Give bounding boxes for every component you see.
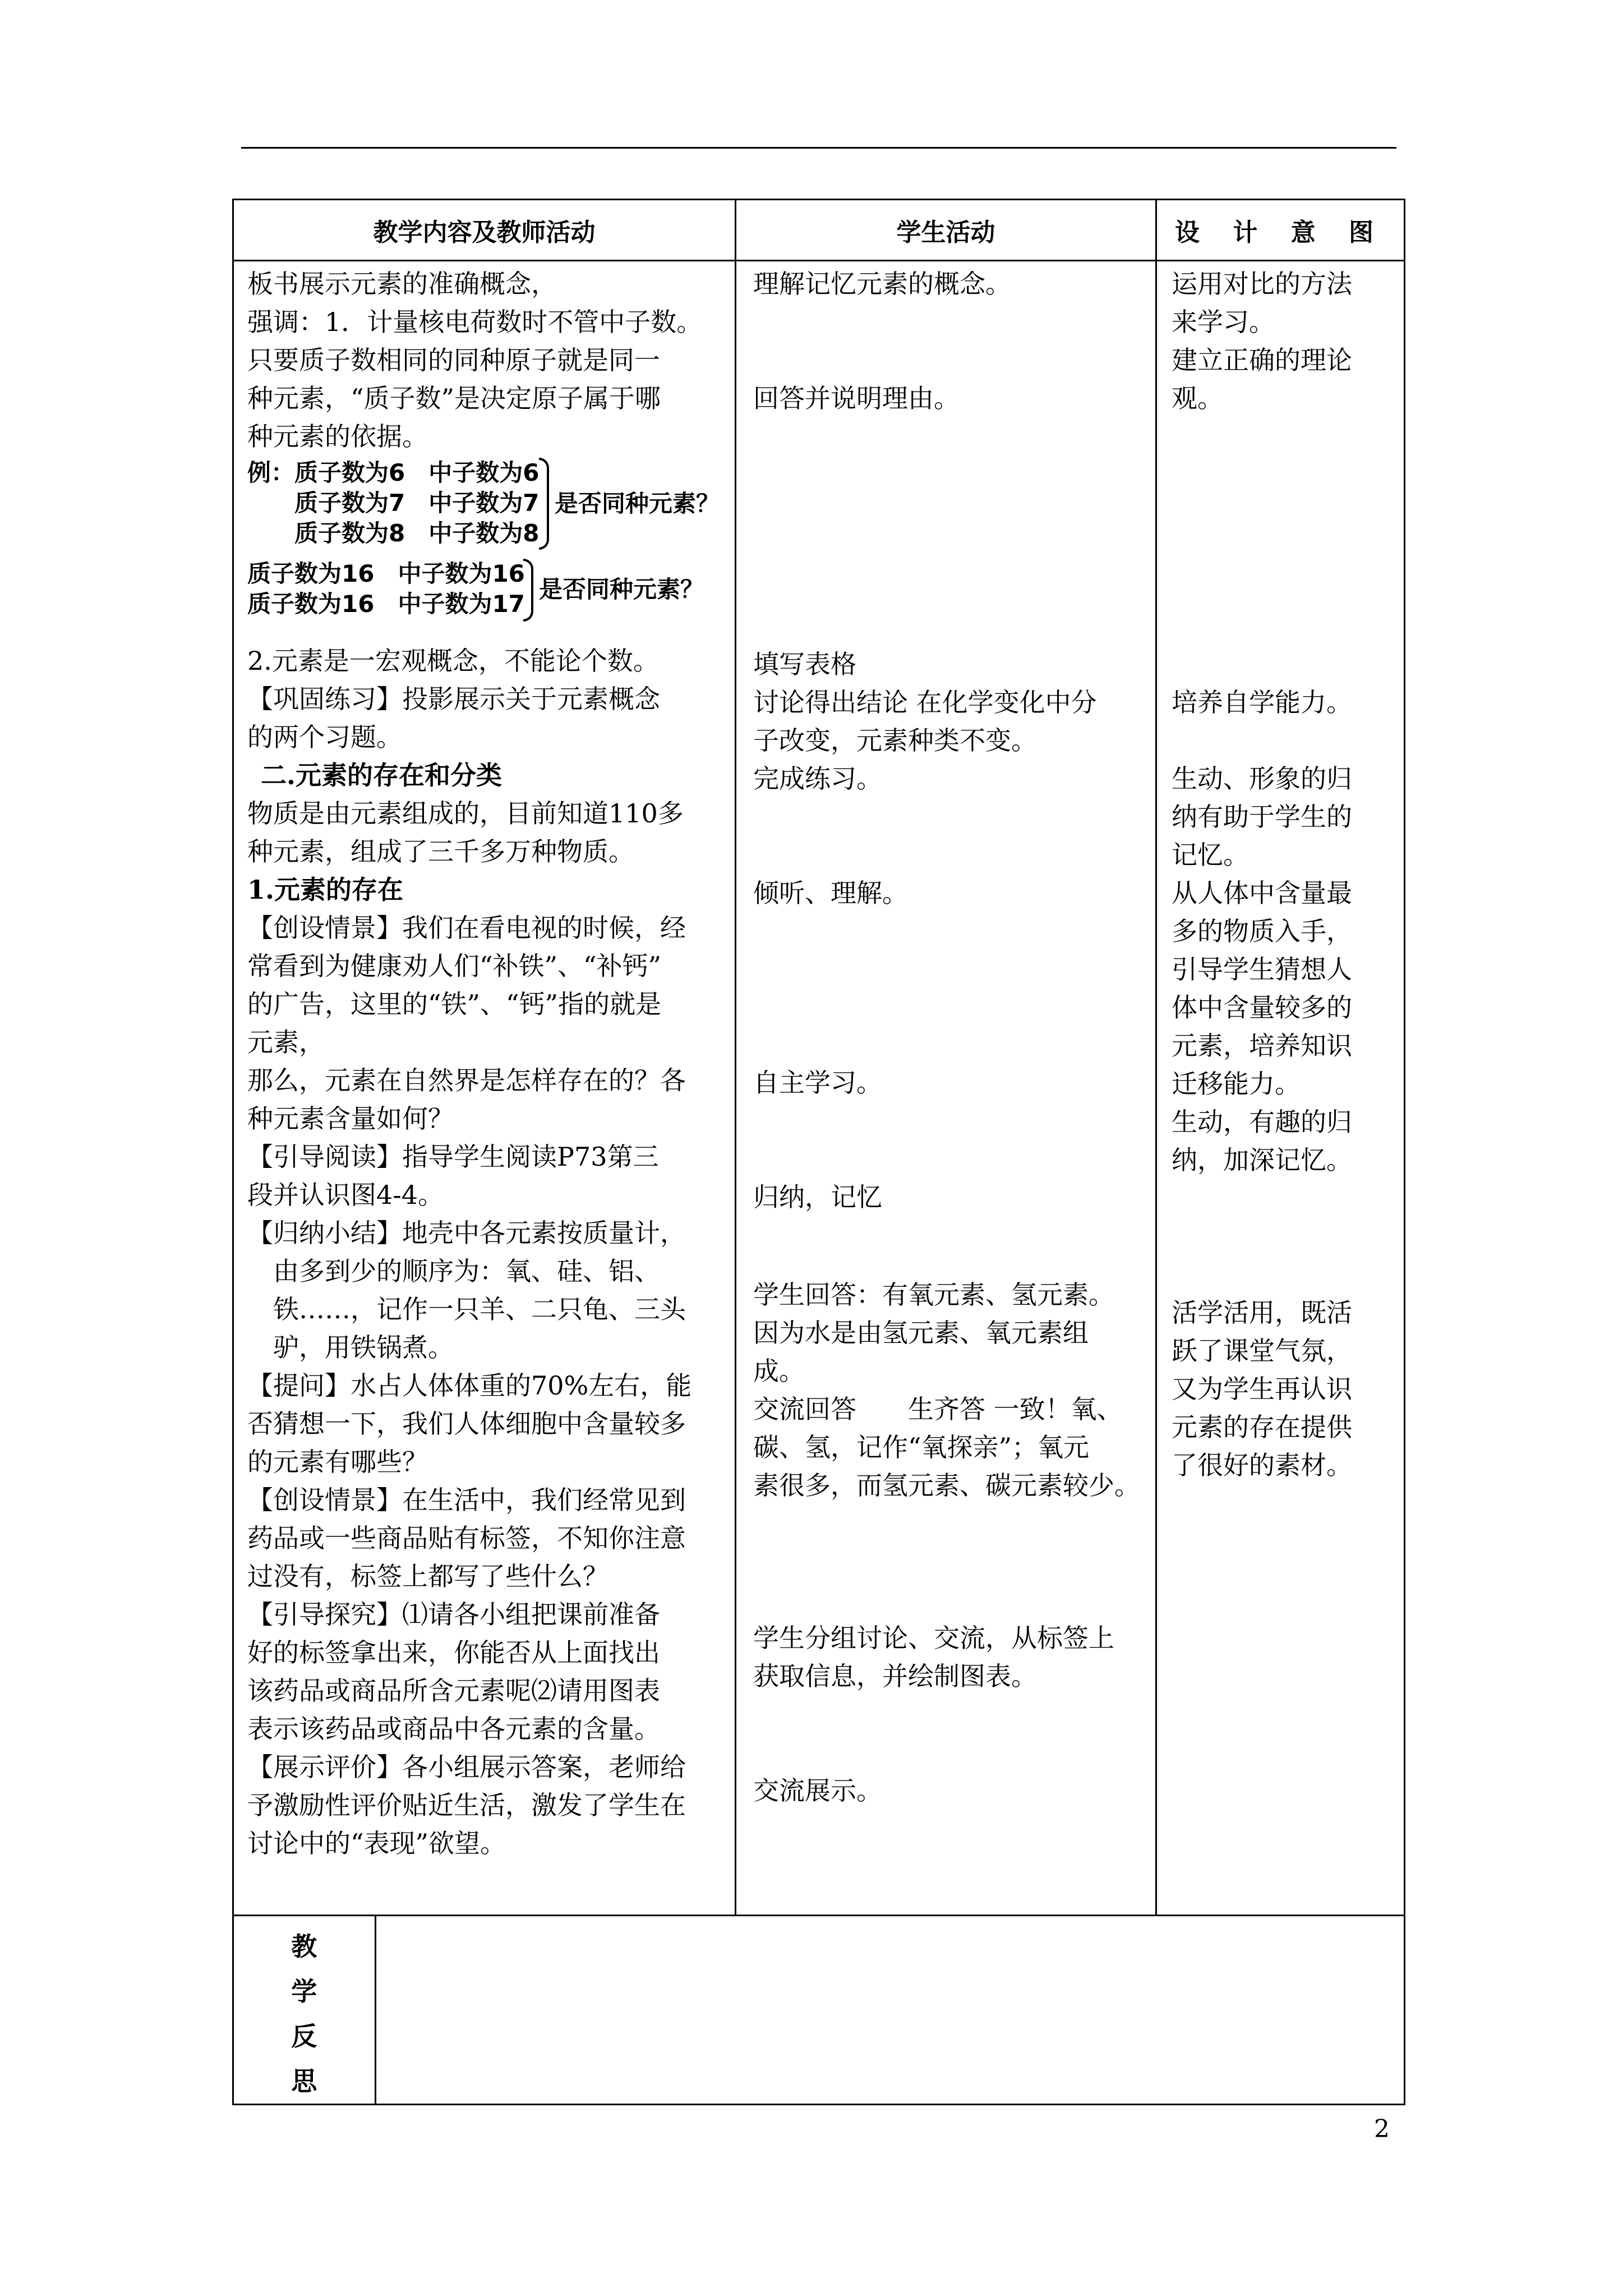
- text-line: 予激励性评价贴近生活，激发了学生在: [247, 1790, 686, 1820]
- text-line: 【创设情景】在生活中，我们经常见到: [247, 1485, 686, 1515]
- text-line: 学生回答：有氧元素、氢元素。: [753, 1280, 1114, 1310]
- text-line: 理解记忆元素的概念。: [753, 269, 1011, 299]
- brace-shape: [523, 559, 533, 622]
- text-line: 驴，用铁锅煮。: [247, 1332, 454, 1363]
- text-line: 完成练习。: [753, 763, 882, 794]
- text-line: 元素的存在提供: [1172, 1412, 1352, 1442]
- section-heading: 二.元素的存在和分类: [261, 760, 502, 790]
- text-line: 体中含量较多的: [1172, 992, 1352, 1023]
- example-row: 质子数为7 中子数为7: [247, 489, 540, 517]
- design-column: [1156, 261, 1405, 1916]
- text-line: 交流回答 生齐答 一致！氧、: [753, 1394, 1123, 1424]
- text-line: 又为学生再认识: [1172, 1374, 1352, 1404]
- text-line: 元素，: [247, 1027, 325, 1057]
- text-line: 种元素，组成了三千多万种物质。: [247, 836, 634, 867]
- text-line: 了很好的素材。: [1172, 1450, 1352, 1480]
- text-line: 生动，有趣的归: [1172, 1107, 1352, 1137]
- text-line: 引导学生猜想人: [1172, 954, 1352, 984]
- text-line: 迁移能力。: [1172, 1069, 1301, 1099]
- reflection-char: 教: [291, 1931, 317, 1962]
- text-line: 活学活用，既活: [1172, 1297, 1352, 1328]
- text-line: 归纳，记忆: [753, 1182, 882, 1212]
- text-line: 的广告，这里的“铁”、“钙”指的就是: [247, 989, 662, 1019]
- reflection-char: 反: [291, 2021, 317, 2051]
- text-line: 【巩固练习】投影展示关于元素概念: [247, 684, 660, 714]
- text-line: 元素，培养知识: [1172, 1030, 1352, 1061]
- text-line: 那么，元素在自然界是怎样存在的？各: [247, 1065, 686, 1096]
- text-line: 记忆。: [1172, 840, 1249, 870]
- text-line: 因为水是由氢元素、氧元素组: [753, 1318, 1089, 1348]
- teacher-column: [233, 261, 736, 1916]
- text-line: 填写表格: [753, 649, 856, 679]
- text-line: 成。: [753, 1356, 805, 1386]
- text-line: 获取信息，并绘制图表。: [753, 1661, 1037, 1691]
- text-line: 纳，加深记忆。: [1172, 1145, 1352, 1175]
- text-line: 好的标签拿出来，你能否从上面找出: [247, 1637, 660, 1668]
- text-line: 碳、氢，记作“氧探亲”；氧元: [753, 1432, 1090, 1462]
- example-row: 质子数为16 中子数为17: [247, 590, 525, 618]
- text-line: 种元素的依据。: [247, 421, 428, 452]
- header-teacher-activity: 教学内容及教师活动: [233, 200, 736, 261]
- text-line: 回答并说明理由。: [753, 383, 960, 413]
- text-line: 【提问】水占人体体重的70%左右，能: [247, 1370, 692, 1401]
- text-line: 板书展示元素的准确概念，: [247, 269, 557, 299]
- text-line: 物质是由元素组成的，目前知道110多: [247, 798, 684, 829]
- text-line: 药品或一些商品贴有标签，不知你注意: [247, 1523, 686, 1553]
- text-line: 子改变，元素种类不变。: [753, 725, 1037, 756]
- text-line: 强调：1．计量核电荷数时不管中子数。: [247, 307, 703, 337]
- text-line: 否猜想一下，我们人体细胞中含量较多: [247, 1409, 686, 1439]
- reflection-label: [234, 1916, 375, 2104]
- text-line: 只要质子数相同的同种原子就是同一: [247, 345, 660, 375]
- text-line: 学生分组讨论、交流，从标签上: [753, 1623, 1114, 1653]
- header-rule: [241, 147, 1396, 149]
- text-line: 运用对比的方法: [1172, 269, 1352, 299]
- example-row: 质子数为8 中子数为8: [247, 519, 540, 547]
- text-line: 【展示评价】各小组展示答案，老师给: [247, 1752, 686, 1782]
- text-line: 该药品或商品所含元素呢⑵请用图表: [247, 1676, 660, 1706]
- text-line: 生动、形象的归: [1172, 763, 1352, 794]
- text-line: 种元素，“质子数”是决定原子属于哪: [247, 383, 661, 413]
- text-line: 【归纳小结】地壳中各元素按质量计，: [247, 1218, 686, 1248]
- student-column: [736, 261, 1156, 1916]
- text-line: 种元素含量如何？: [247, 1103, 454, 1134]
- text-line: 段并认识图4-4。: [247, 1180, 444, 1210]
- text-line: 跃了课堂气氛，: [1172, 1336, 1352, 1366]
- example-question: 是否同种元素？: [555, 490, 720, 517]
- reflection-char: 学: [291, 1976, 317, 2007]
- text-line: 2.元素是一宏观概念，不能论个数。: [247, 646, 659, 676]
- text-line: 倾听、理解。: [753, 878, 908, 908]
- text-line: 过没有，标签上都写了些什么？: [247, 1561, 608, 1591]
- text-line: 铁……，记作一只羊、二只龟、三头: [247, 1294, 686, 1324]
- text-line: 的元素有哪些？: [247, 1447, 428, 1477]
- lesson-table: [232, 199, 1405, 2105]
- brace-shape: [539, 458, 549, 550]
- text-line: 培养自学能力。: [1172, 687, 1352, 717]
- example-isotopes-1: [247, 458, 723, 553]
- text-line: 自主学习。: [753, 1068, 882, 1098]
- page-number: 2: [1374, 2115, 1390, 2143]
- section-heading: 1.元素的存在: [247, 875, 404, 905]
- text-line: 表示该药品或商品中各元素的含量。: [247, 1714, 660, 1744]
- text-line: 多的物质入手，: [1172, 916, 1352, 946]
- table-body-row: [233, 261, 1405, 1916]
- text-line: 讨论中的“表现”欲望。: [247, 1828, 506, 1858]
- text-line: 观。: [1172, 383, 1223, 413]
- header-design-intent: 设 计 意 图: [1156, 200, 1405, 261]
- text-line: 建立正确的理论: [1172, 345, 1352, 375]
- reflection-content[interactable]: [375, 1916, 1404, 2104]
- reflection-char: 思: [291, 2066, 317, 2096]
- text-line: 【创设情景】我们在看电视的时候，经: [247, 913, 686, 943]
- example-isotopes-2: [247, 559, 723, 622]
- text-line: 【引导阅读】指导学生阅读P73第三: [247, 1142, 659, 1172]
- text-line: 来学习。: [1172, 307, 1275, 337]
- text-line: 交流展示。: [753, 1775, 882, 1806]
- table-header-row: [233, 200, 1405, 261]
- text-line: 素很多，而氢元素、碳元素较少。: [753, 1470, 1140, 1501]
- example-question: 是否同种元素？: [539, 576, 704, 603]
- example-row: 质子数为16 中子数为16: [247, 560, 525, 587]
- text-line: 常看到为健康劝人们“补铁”、“补钙”: [247, 951, 662, 981]
- text-line: 讨论得出结论 在化学变化中分: [753, 687, 1097, 717]
- text-line: 由多到少的顺序为：氧、硅、铝、: [247, 1256, 660, 1286]
- reflection-row: [233, 1916, 1405, 2105]
- text-line: 的两个习题。: [247, 722, 402, 752]
- text-line: 纳有助于学生的: [1172, 802, 1352, 832]
- reflection-table: [234, 1916, 1404, 2104]
- text-line: 【引导探究】⑴请各小组把课前准备: [247, 1599, 660, 1630]
- example-row: 例：质子数为6 中子数为6: [247, 459, 540, 486]
- text-line: 从人体中含量最: [1172, 878, 1352, 908]
- header-student-activity: 学生活动: [736, 200, 1156, 261]
